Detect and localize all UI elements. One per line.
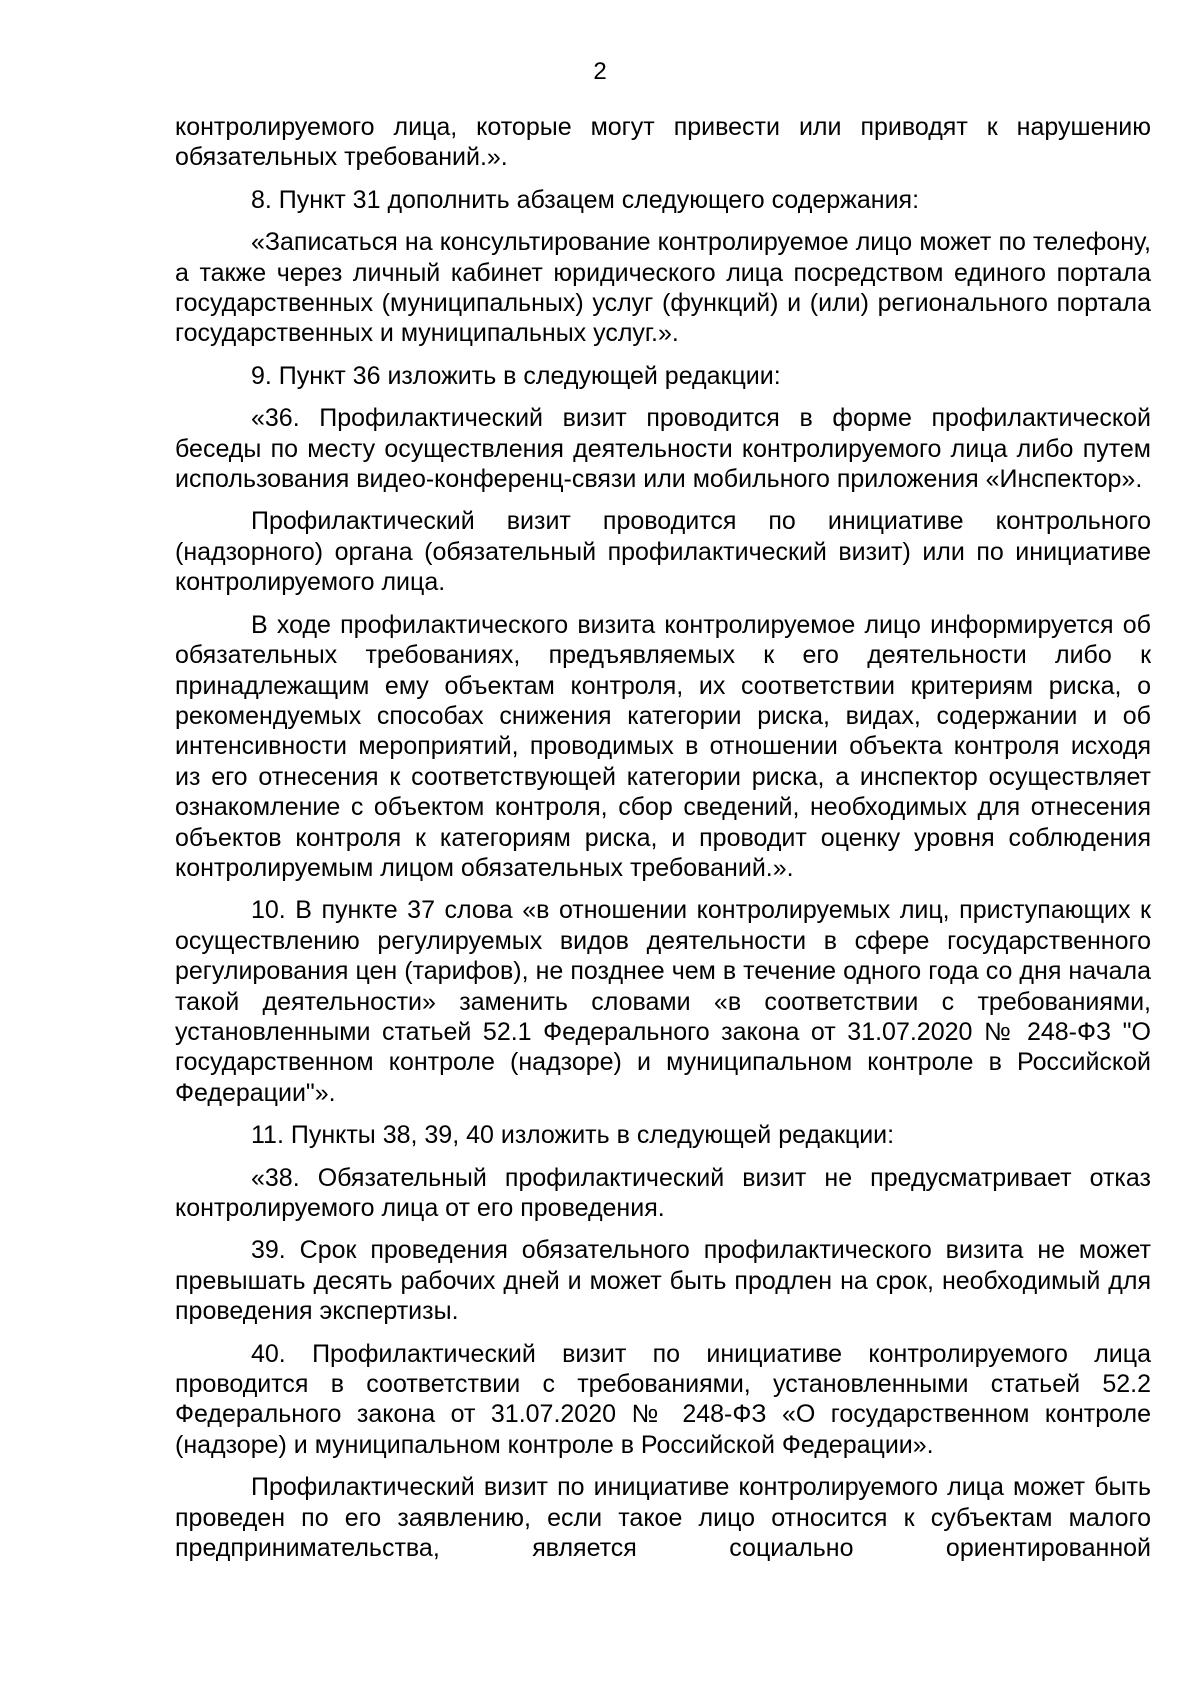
paragraph-item-38: «38. Обязательный профилактический визит не предусматривает отказ контролируемого лица от его проведения. <box>175 1163 1151 1222</box>
document-body <box>175 112 1151 1563</box>
paragraph-visit-application: Профилактический визит по инициативе контролируемого лица может быть проведен по его заявлению, если такое лицо относится к субъектам малого предпринимательства, является социально ориентированной <box>175 1473 1151 1563</box>
paragraph-item-11: 11. Пункты 38, 39, 40 изложить в следующей редакции: <box>251 1121 895 1150</box>
paragraph-item-40: 40. Профилактический визит по инициативе контролируемого лица проводится в соответствии с требованиями, установленными статьей 52.2 Федерального закона от 31.07.2020 № 248-ФЗ «О государственном контроле (надзоре) и муниципальном контроле в Российской Федерации». <box>175 1339 1151 1459</box>
paragraph-visit-informing: В ходе профилактического визита контролируемое лицо информируется об обязательных требованиях, предъявляемых к его деятельности либо к принадлежащим ему объектам контроля, их соответствии критериям риска, о рекомендуемых способах снижения категории риска, видах, содержании и об интенсивности мероприятий, проводимых в отношении объекта контроля исходя из его отнесения к соответствующей категории риска, а инспектор осуществляет ознакомление с объектом контроля, сбор сведений, необходимых для отнесения объектов контроля к категориям риска, и проводит оценку уровня соблюдения контролируемым лицом обязательных требований.». <box>175 610 1151 882</box>
paragraph-item-8-quote: «Записаться на консультирование контролируемое лицо может по телефону, а также через личный кабинет юридического лица посредством единого портала государственных (муниципальных) услуг (функций) и (или) регионального портала государственных и муниципальных услуг.». <box>175 228 1151 348</box>
paragraph-item-9: 9. Пункт 36 изложить в следующей редакции: <box>251 361 781 390</box>
paragraph-continuation: контролируемого лица, которые могут привести или приводят к нарушению обязательных требований.». <box>175 113 1151 172</box>
page-number: 2 <box>593 58 607 85</box>
paragraph-item-10: 10. В пункте 37 слова «в отношении контролируемых лиц, приступающих к осуществлению регулируемых видов деятельности в сфере государственного регулирования цен (тарифов), не позднее чем в течение одного года со дня начала такой деятельности» заменить словами «в соответствии с требованиями, установленными статьей 52.1 Федерального закона от 31.07.2020 № 248-ФЗ "О государственном контроле (надзоре) и муниципальном контроле в Российской Федерации"». <box>175 896 1151 1107</box>
paragraph-item-8: 8. Пункт 31 дополнить абзацем следующего содержания: <box>251 185 920 214</box>
paragraph-item-36: «36. Профилактический визит проводится в форме профилактической беседы по месту осуществления деятельности контролируемого лица либо путем использования видео-конференц-связи или мобильного приложения «Инспектор». <box>175 404 1151 494</box>
paragraph-item-39: 39. Срок проведения обязательного профилактического визита не может превышать десять рабочих дней и может быть продлен на срок, необходимый для проведения экспертизы. <box>175 1236 1151 1326</box>
paragraph-visit-initiative: Профилактический визит проводится по инициативе контрольного (надзорного) органа (обязательный профилактический визит) или по инициативе контролируемого лица. <box>175 507 1151 597</box>
